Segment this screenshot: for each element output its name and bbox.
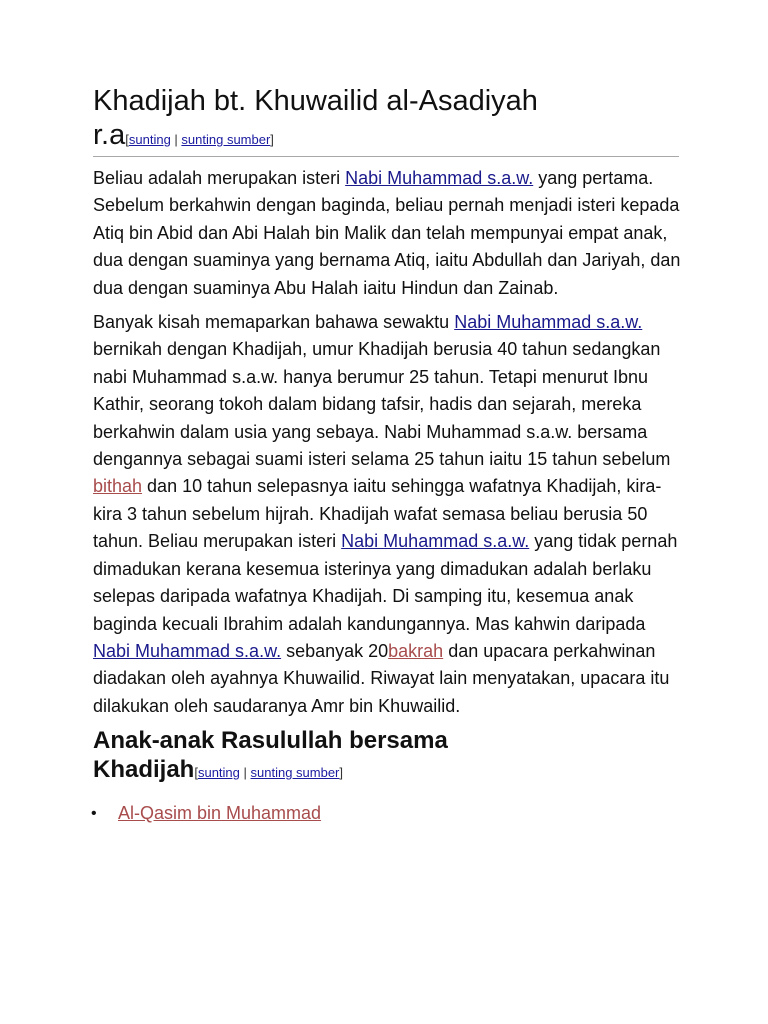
redlink-al-qasim[interactable]: Al-Qasim bin Muhammad [118, 803, 322, 824]
link-nabi-muhammad[interactable]: Nabi Muhammad s.a.w. [93, 640, 282, 661]
paragraph-1-text-b: yang pertama. Sebelum berkahwin dengan baginda, beliau pernah menjadi isteri kepada Atiq bin Abid dan Abi Halah bin Malik dan telah mempunyai empat anak, dua dengan suaminya yang bernama Atiq, iaitu Abdullah dan Jariyah, dan dua dengan suaminya Abu Halah iaitu Hindun dan Zainab. [93, 168, 681, 298]
paragraph-2-text-b: bernikah dengan Khadijah, umur Khadijah berusia 40 tahun sedangkan nabi Muhammad s.a.w. hanya berumur 25 tahun. Tetapi menurut Ibnu Kathir, seorang tokoh dalam bidang tafsir, hadis dan sejarah, mereka berkahwin dalam usia yang sebaya. Nabi Muhammad s.a.w. bersama dengannya sebagai suami isteri selama 25 tahun iaitu 15 tahun sebelum [93, 339, 671, 470]
edit-bracket-open: [ [125, 132, 129, 147]
heading-divider [93, 156, 679, 157]
page-title-line2: r.a [93, 119, 126, 151]
paragraph-1 [93, 165, 683, 302]
edit-separator: | [239, 765, 251, 781]
paragraph-2-text-a: Banyak kisah memaparkan bahawa sewaktu [93, 312, 455, 333]
redlink-bakrah[interactable]: bakrah [388, 640, 444, 661]
paragraph-2-text-c: dan 10 tahun selepasnya iaitu sehingga wafatnya Khadijah, kira-kira 3 tahun sebelum hijrah. Khadijah wafat semasa beliau berusia 50 tahun. Beliau merupakan isteri [93, 476, 662, 552]
section-heading-line1: Anak-anak Rasulullah bersama [93, 727, 448, 755]
link-nabi-muhammad[interactable]: Nabi Muhammad s.a.w. [454, 312, 643, 333]
paragraph-2 [93, 309, 683, 720]
edit-separator: | [170, 132, 182, 147]
edit-link[interactable]: sunting [128, 132, 171, 147]
section-heading-children [93, 726, 683, 784]
section-edit-link[interactable]: sunting [197, 765, 240, 781]
section-heading-line2: Khadijah [93, 756, 195, 784]
paragraph-2-text-f: dan upacara perkahwinan diadakan oleh ayahnya Khuwailid. Riwayat lain menyatakan, upacara itu dilakukan oleh saudaranya Amr bin Khuwailid. [93, 640, 670, 716]
edit-source-link[interactable]: sunting sumber [181, 132, 271, 147]
edit-links [125, 132, 274, 147]
edit-bracket-close: ] [339, 765, 344, 781]
edit-bracket-close: ] [270, 132, 274, 147]
list-item [93, 800, 683, 827]
section-edit-source-link[interactable]: sunting sumber [250, 765, 340, 781]
page-title-line1: Khadijah bt. Khuwailid al-Asadiyah [93, 85, 538, 117]
link-nabi-muhammad[interactable]: Nabi Muhammad s.a.w. [345, 168, 534, 188]
paragraph-2-text-d: yang tidak pernah dimadukan kerana kesemua isterinya yang dimadukan adalah berlaku selepas daripada wafatnya Khadijah. Di samping itu, kesemua anak baginda kecuali Ibrahim adalah kandungannya. Mas kahwin daripada [93, 531, 678, 634]
bullet-icon: • [91, 805, 97, 823]
link-nabi-muhammad[interactable]: Nabi Muhammad s.a.w. [341, 531, 530, 552]
page-title [93, 84, 683, 152]
redlink-bithah[interactable]: bithah [93, 476, 143, 497]
paragraph-1-text-a: Beliau adalah merupakan isteri [93, 168, 346, 188]
article [93, 84, 683, 827]
paragraph-2-text-e: sebanyak 20 [281, 640, 389, 661]
children-list [93, 800, 683, 827]
edit-bracket-open: [ [194, 765, 198, 781]
section-edit-links [194, 765, 343, 780]
